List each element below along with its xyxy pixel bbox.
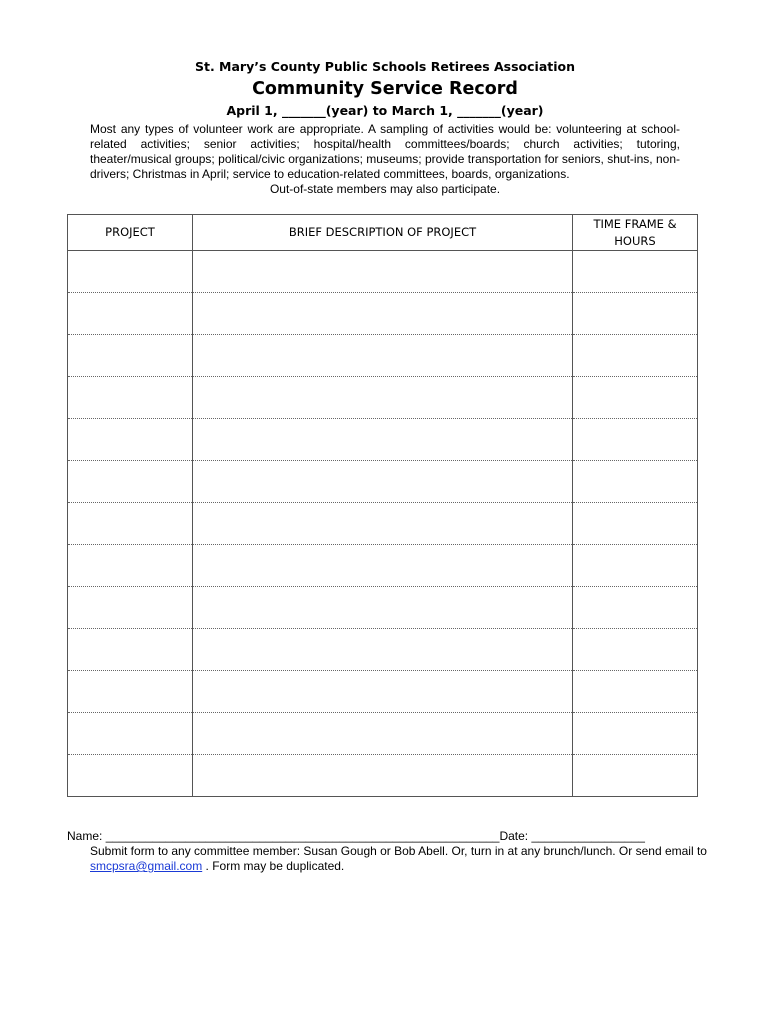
project-cell[interactable] — [68, 671, 193, 713]
hours-cell[interactable] — [573, 419, 698, 461]
hours-cell[interactable] — [573, 587, 698, 629]
description-cell[interactable] — [193, 377, 573, 419]
organization-name: St. Mary’s County Public Schools Retirees Association — [194, 59, 576, 74]
table-header-row — [68, 215, 698, 251]
project-cell[interactable] — [68, 419, 193, 461]
hours-cell[interactable] — [573, 377, 698, 419]
table-row — [68, 377, 698, 419]
column-header-time-frame: TIME FRAME & HOURS — [573, 215, 698, 251]
table-row — [68, 461, 698, 503]
table-row — [68, 713, 698, 755]
hours-cell[interactable] — [573, 461, 698, 503]
project-cell[interactable] — [68, 713, 193, 755]
submit-text: Submit form to any committee member: Susan Gough or Bob Abell. Or, turn in at any brunch/lunch. Or send email to — [90, 844, 707, 858]
project-cell[interactable] — [68, 587, 193, 629]
name-label: Name: — [67, 829, 106, 843]
project-cell[interactable] — [68, 335, 193, 377]
table-row — [68, 335, 698, 377]
date-field[interactable]: _________________ — [531, 829, 645, 843]
closing-text: . Form may be duplicated. — [202, 859, 345, 873]
hours-cell[interactable] — [573, 629, 698, 671]
project-cell[interactable] — [68, 377, 193, 419]
project-cell[interactable] — [68, 293, 193, 335]
description-cell[interactable] — [193, 293, 573, 335]
description-cell[interactable] — [193, 419, 573, 461]
table-row — [68, 503, 698, 545]
description-cell[interactable] — [193, 461, 573, 503]
table-row — [68, 293, 698, 335]
intro-note: Out-of-state members may also participate. — [269, 182, 501, 196]
table-row — [68, 629, 698, 671]
column-header-description: BRIEF DESCRIPTION OF PROJECT — [193, 215, 573, 251]
project-cell[interactable] — [68, 503, 193, 545]
form-title: Community Service Record — [252, 79, 518, 99]
table-row — [68, 251, 698, 293]
project-cell[interactable] — [68, 461, 193, 503]
description-cell[interactable] — [193, 251, 573, 293]
name-date-line — [67, 829, 707, 844]
hours-cell[interactable] — [573, 335, 698, 377]
description-cell[interactable] — [193, 503, 573, 545]
hours-cell[interactable] — [573, 755, 698, 797]
date-label: Date: — [499, 829, 532, 843]
project-cell[interactable] — [68, 545, 193, 587]
date-range: April 1, _______(year) to March 1, _______(year) — [226, 103, 544, 118]
hours-cell[interactable] — [573, 545, 698, 587]
table-row — [68, 419, 698, 461]
table-row — [68, 587, 698, 629]
description-cell[interactable] — [193, 671, 573, 713]
description-cell[interactable] — [193, 545, 573, 587]
table-row — [68, 671, 698, 713]
hours-cell[interactable] — [573, 713, 698, 755]
table-row — [68, 545, 698, 587]
hours-cell[interactable] — [573, 671, 698, 713]
footer — [67, 829, 707, 874]
description-cell[interactable] — [193, 629, 573, 671]
email-link[interactable]: smcpsra@gmail.com — [90, 859, 203, 873]
description-cell[interactable] — [193, 587, 573, 629]
hours-cell[interactable] — [573, 251, 698, 293]
name-field[interactable]: ___________________________________________________________ — [105, 829, 500, 843]
description-cell[interactable] — [193, 335, 573, 377]
table-row — [68, 755, 698, 797]
project-cell[interactable] — [68, 629, 193, 671]
column-header-project: PROJECT — [68, 215, 193, 251]
submit-instructions — [67, 844, 707, 874]
description-cell[interactable] — [193, 713, 573, 755]
project-cell[interactable] — [68, 755, 193, 797]
description-cell[interactable] — [193, 755, 573, 797]
hours-cell[interactable] — [573, 503, 698, 545]
project-cell[interactable] — [68, 251, 193, 293]
hours-cell[interactable] — [573, 293, 698, 335]
intro-paragraph: Most any types of volunteer work are appropriate. A sampling of activities would be: volunteering at school-related activities; senior activities; hospital/health committees/boards; church activities; tutoring, theater/musical groups; political/civic organizations; museums; provide transportation for seniors, shut-ins, non-drivers; Christmas in April; service to education-related committees, boards, organizations. — [90, 122, 680, 181]
service-record-table — [67, 214, 698, 797]
